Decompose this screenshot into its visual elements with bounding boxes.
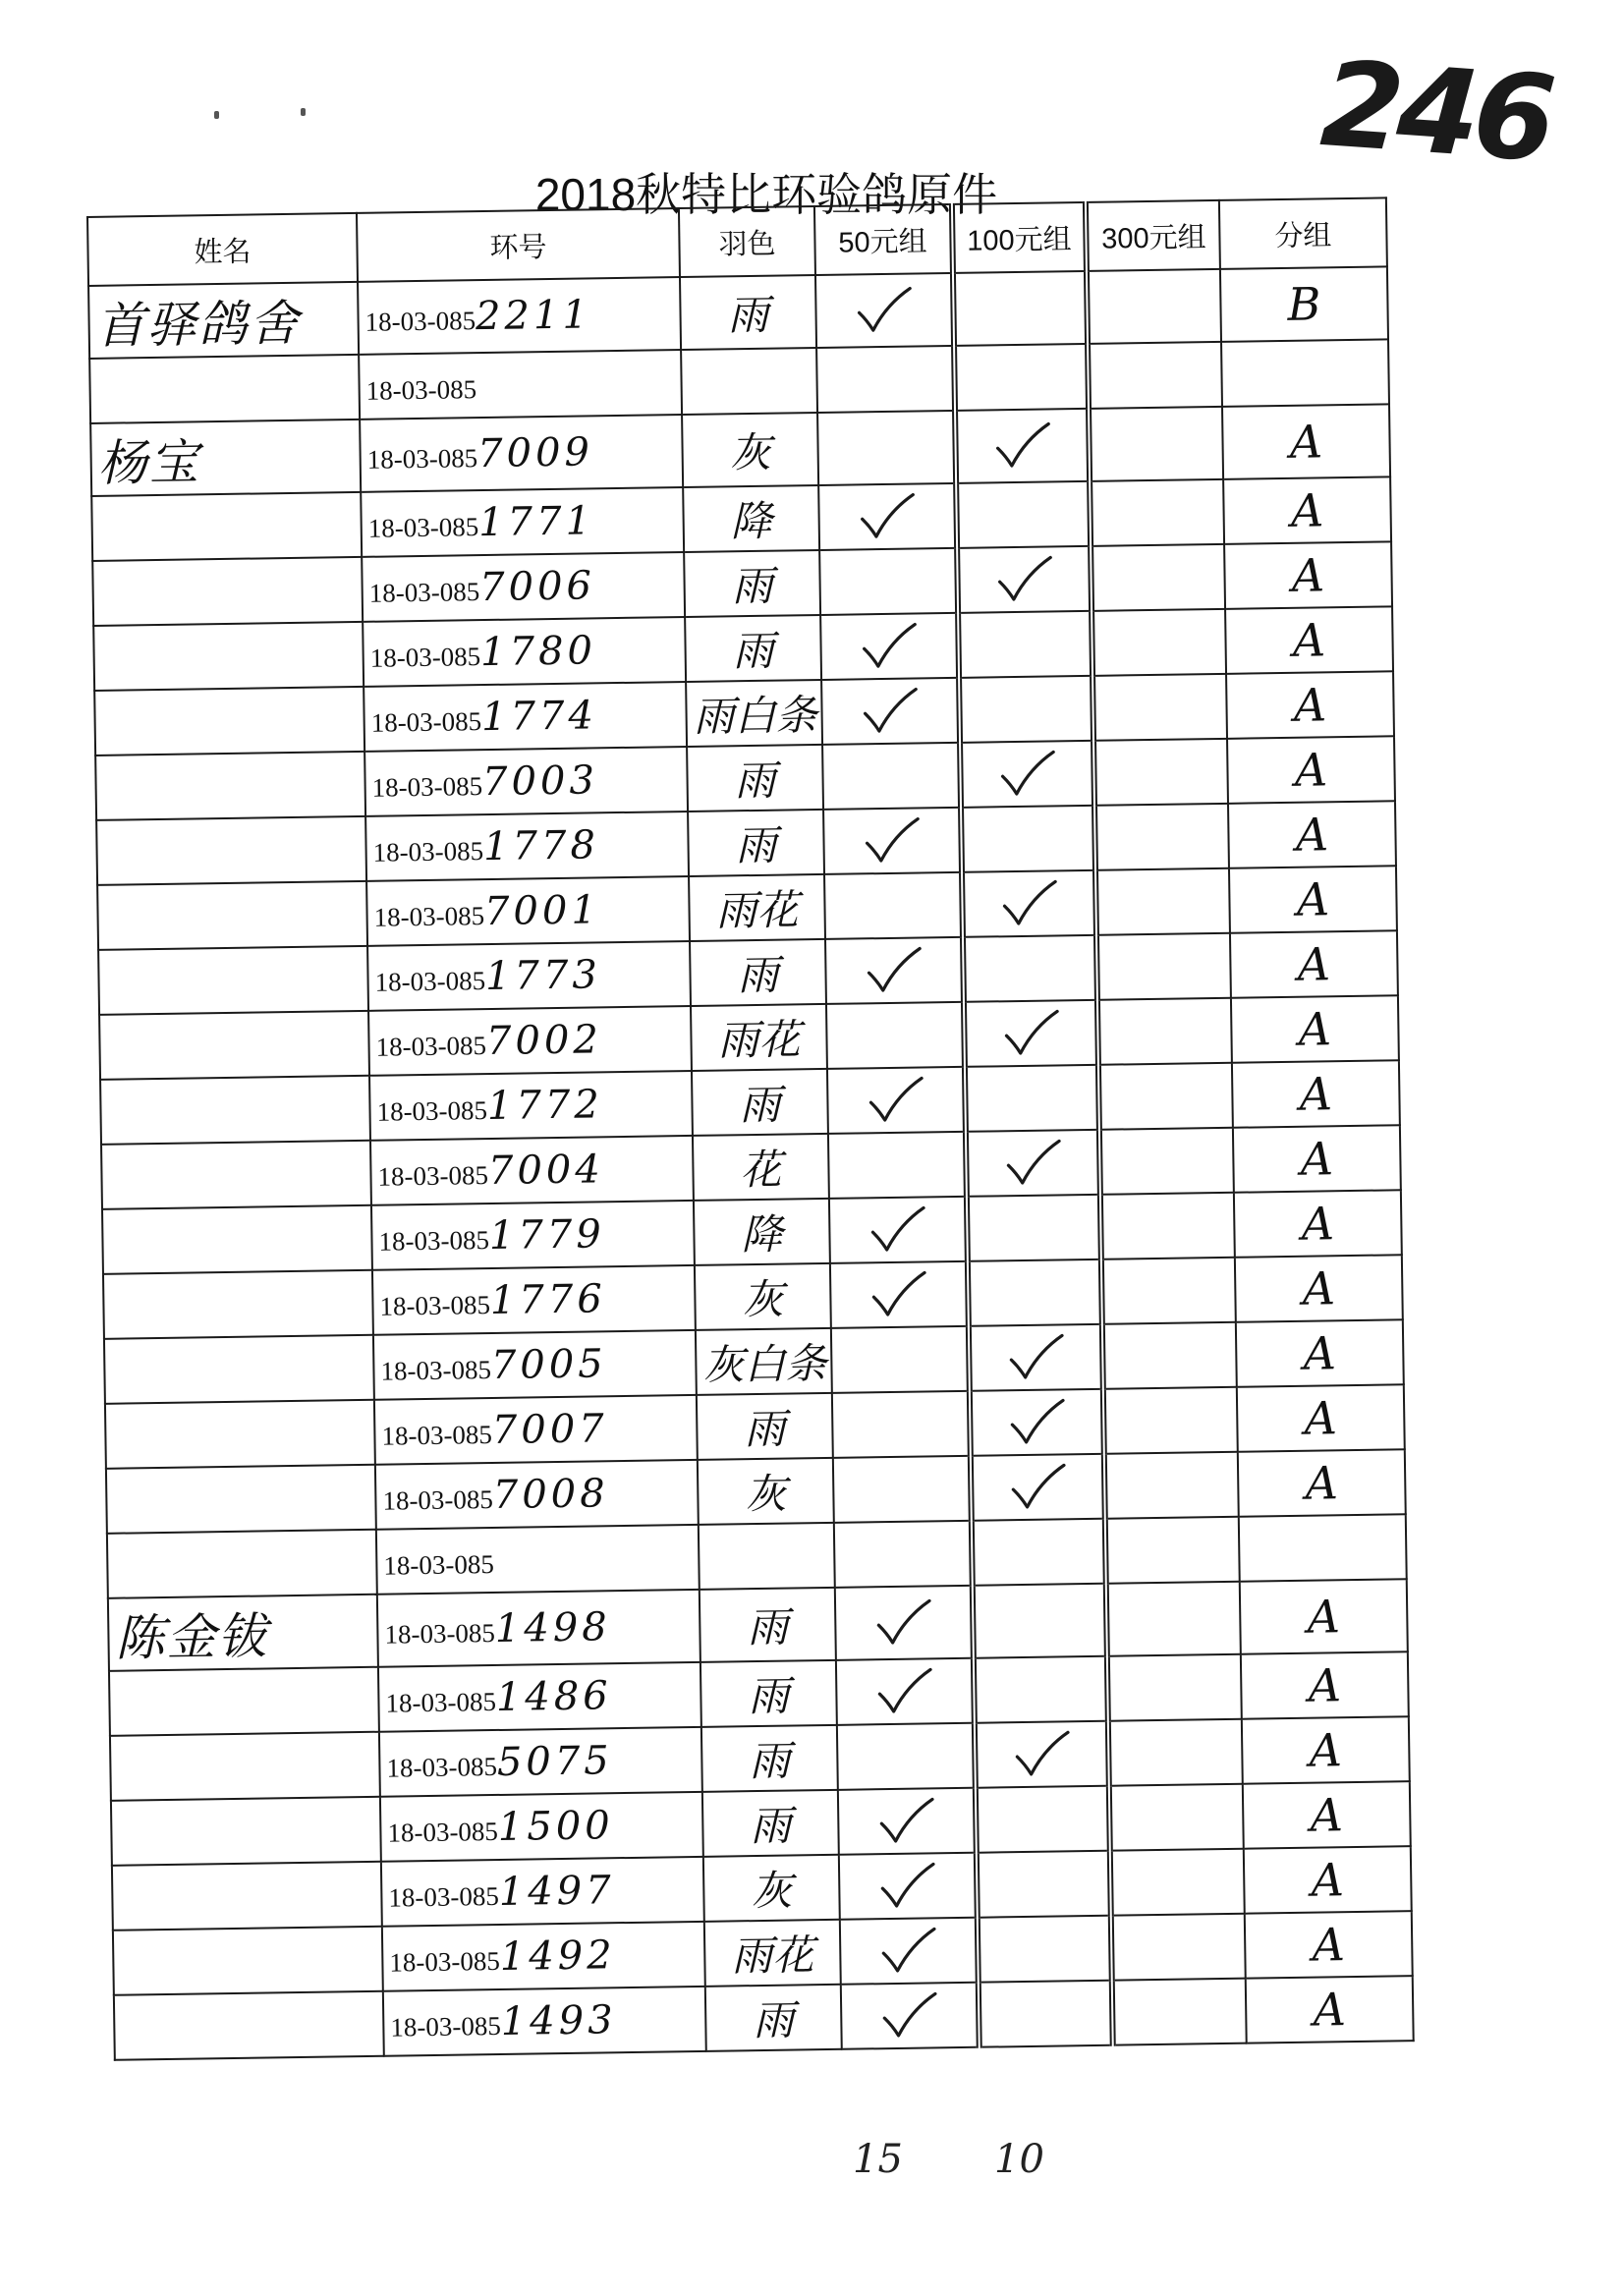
owner-name: [98, 946, 368, 1015]
ring-number: [359, 350, 682, 420]
ring-suffix: 7004: [487, 1147, 605, 1195]
owner-name: 陈金钹: [108, 1595, 378, 1671]
ring-suffix: 1774: [480, 693, 598, 741]
tick-g100: [975, 1721, 1109, 1788]
owner-name: [100, 1076, 370, 1145]
owner-name: [113, 1927, 383, 1995]
ring-prefix: 18-03-085: [384, 1617, 496, 1650]
tick-g100: [972, 1519, 1106, 1586]
tick-g100: [970, 1389, 1104, 1456]
tick-g100: [960, 741, 1094, 808]
tick-g100: [969, 1324, 1103, 1391]
owner-name: [92, 557, 363, 626]
tick-g50: [820, 613, 959, 680]
feather-color: 雨: [697, 1393, 833, 1460]
owner-name: 杨宝: [90, 420, 361, 496]
feather-color: 雨: [702, 1790, 839, 1857]
ring-suffix: 1771: [477, 498, 595, 546]
tick-g100: [976, 1786, 1110, 1853]
feather-color: [699, 1523, 835, 1590]
tick-g300: [1087, 269, 1221, 344]
ring-suffix: 7009: [476, 429, 594, 477]
ring-number: [381, 1857, 704, 1927]
owner-name: [99, 1011, 369, 1080]
check-mark-icon: [996, 748, 1058, 800]
feather-color: 灰: [682, 413, 818, 487]
ring-prefix: 18-03-085: [381, 1420, 493, 1451]
ring-prefix: 18-03-085: [371, 771, 483, 803]
tick-g50: [839, 1853, 978, 1920]
tick-g50: [822, 743, 961, 810]
ring-number: [376, 1525, 700, 1595]
ring-number: [373, 1330, 697, 1400]
ring-prefix: 18-03-085: [387, 1816, 499, 1848]
owner-name: [102, 1205, 372, 1274]
check-mark-icon: [878, 1989, 940, 2042]
owner-name: [101, 1141, 371, 1209]
feather-color: 雨花: [704, 1920, 841, 1987]
tick-g100: [955, 409, 1090, 483]
ring-prefix: 18-03-085: [389, 1945, 501, 1978]
group-letter: A: [1229, 866, 1397, 933]
ring-prefix: 18-03-085: [390, 2010, 502, 2043]
header-group: 分组: [1219, 197, 1387, 269]
tick-g300: [1097, 998, 1232, 1065]
check-mark-icon: [867, 1203, 928, 1256]
ring-suffix: 1493: [500, 1997, 617, 2044]
owner-name: [105, 1400, 375, 1469]
tick-g300: [1096, 933, 1231, 1000]
group-letter: A: [1241, 1651, 1409, 1719]
header-g50: 50元组: [814, 204, 953, 275]
tick-g100: [957, 546, 1092, 613]
feather-color: 雨: [688, 810, 824, 876]
owner-name: [104, 1335, 374, 1404]
ring-number: [379, 1727, 702, 1797]
ring-suffix: 7002: [485, 1017, 603, 1065]
ring-number: [370, 1136, 694, 1205]
ring-prefix: 18-03-085: [365, 374, 477, 406]
tick-g300: [1099, 1128, 1234, 1195]
tick-g300: [1090, 479, 1224, 546]
ring-number: [374, 1395, 698, 1465]
tick-g100: [973, 1584, 1107, 1658]
records-body: [88, 266, 1414, 2059]
tick-g50: [816, 346, 955, 413]
ring-suffix: 1778: [482, 822, 600, 870]
ring-number: [360, 415, 683, 492]
ring-prefix: 18-03-085: [380, 1355, 492, 1386]
ring-suffix: 1773: [484, 952, 602, 1000]
tick-g100: [979, 1981, 1113, 2047]
page-number: 246: [1316, 36, 1555, 189]
tick-g300: [1088, 342, 1222, 409]
tick-g100: [966, 1130, 1100, 1197]
tick-g300: [1109, 1784, 1244, 1851]
group-letter: A: [1242, 1716, 1410, 1784]
ring-number: [361, 487, 684, 557]
group-letter: A: [1243, 1781, 1411, 1849]
tally-g50: 15: [853, 2137, 903, 2182]
group-letter: A: [1244, 1846, 1412, 1914]
tick-g300: [1108, 1719, 1243, 1786]
ring-number: [365, 812, 689, 881]
owner-name: [114, 1991, 384, 2060]
header-name: 姓名: [87, 213, 358, 286]
tick-g50: [827, 1067, 966, 1134]
tally-g100: 10: [994, 2137, 1044, 2182]
check-mark-icon: [1005, 1331, 1067, 1383]
ring-suffix: 7005: [490, 1341, 608, 1389]
check-mark-icon: [865, 1074, 926, 1126]
ring-prefix: 18-03-085: [373, 901, 485, 932]
feather-color: 灰: [703, 1855, 840, 1922]
ring-number: [366, 876, 690, 946]
check-mark-icon: [1002, 1137, 1064, 1189]
scan-speck: [301, 108, 306, 116]
scan-speck: [214, 111, 219, 119]
check-mark-icon: [1006, 1396, 1068, 1448]
ring-suffix: 1497: [498, 1868, 615, 1915]
tick-g100: [965, 1065, 1099, 1132]
ring-prefix: 18-03-085: [367, 512, 479, 543]
ring-prefix: 18-03-085: [375, 1031, 487, 1062]
tick-g300: [1092, 609, 1226, 676]
tick-g50: [831, 1326, 970, 1393]
tick-g50: [829, 1197, 968, 1263]
feather-color: [681, 348, 817, 415]
ring-suffix: 1492: [499, 1932, 616, 1980]
tick-g300: [1092, 674, 1227, 741]
ring-prefix: 18-03-085: [376, 1095, 488, 1127]
tick-g50: [841, 1983, 980, 2049]
owner-name: [111, 1797, 381, 1866]
ring-number: [368, 1006, 692, 1076]
group-letter: A: [1233, 1125, 1401, 1193]
check-mark-icon: [853, 285, 915, 337]
tick-g100: [978, 1916, 1112, 1983]
group-letter: [1239, 1514, 1407, 1582]
ring-suffix: 1500: [497, 1803, 614, 1850]
tick-g50: [821, 678, 960, 745]
check-mark-icon: [859, 685, 921, 737]
ring-suffix: 1776: [489, 1276, 607, 1324]
feather-color: 雨: [690, 939, 826, 1006]
ring-prefix: 18-03-085: [369, 642, 481, 673]
tick-g300: [1104, 1452, 1239, 1519]
tick-g100: [963, 935, 1097, 1002]
group-letter: A: [1235, 1255, 1403, 1322]
record-sheet: [86, 196, 1415, 2060]
tick-g50: [835, 1586, 974, 1660]
owner-name: [110, 1732, 380, 1801]
tick-g50: [837, 1723, 976, 1790]
check-mark-icon: [991, 420, 1053, 472]
feather-color: 灰: [695, 1263, 831, 1330]
ring-prefix: 18-03-085: [382, 1484, 494, 1516]
group-letter: A: [1223, 476, 1391, 544]
ring-prefix: 18-03-085: [366, 443, 478, 475]
owner-name: [95, 752, 365, 820]
tick-g100: [974, 1656, 1108, 1723]
ring-number: [363, 617, 686, 687]
owner-name: [103, 1270, 373, 1339]
ring-number: [369, 1071, 693, 1141]
feather-color: 雨: [700, 1660, 837, 1727]
check-mark-icon: [1011, 1728, 1073, 1780]
tick-g300: [1105, 1517, 1240, 1584]
tick-g300: [1103, 1387, 1238, 1454]
tick-g100: [964, 1000, 1098, 1067]
ring-suffix: 7001: [483, 887, 601, 935]
tick-g50: [830, 1261, 969, 1328]
tick-g50: [832, 1391, 971, 1458]
tick-g100: [968, 1259, 1102, 1326]
owner-name: 首驿鸽舍: [88, 282, 359, 359]
records-table: [86, 196, 1415, 2060]
tick-g50: [824, 872, 963, 939]
check-mark-icon: [863, 944, 924, 996]
ring-number: [358, 277, 681, 355]
check-mark-icon: [1007, 1461, 1069, 1513]
tick-g50: [815, 273, 954, 348]
ring-number: [367, 941, 691, 1011]
group-letter: A: [1238, 1449, 1406, 1517]
group-letter: A: [1240, 1579, 1408, 1654]
header-color: 羽色: [679, 206, 815, 277]
tick-g50: [825, 937, 964, 1004]
group-letter: A: [1231, 995, 1399, 1063]
check-mark-icon: [1000, 1007, 1062, 1059]
tick-g300: [1091, 544, 1225, 611]
tick-g100: [967, 1195, 1101, 1261]
check-mark-icon: [873, 1665, 935, 1717]
ring-number: [377, 1590, 700, 1667]
tick-g100: [962, 870, 1096, 937]
tick-g100: [959, 676, 1093, 743]
tick-g50: [826, 1002, 965, 1069]
check-mark-icon: [998, 877, 1060, 929]
ring-suffix: 1772: [486, 1082, 604, 1130]
ring-number: [372, 1265, 696, 1335]
document-title: 2018秋特比环验鸽原件: [534, 169, 998, 220]
tick-g100: [956, 481, 1091, 548]
ring-prefix: 18-03-085: [388, 1880, 500, 1913]
ring-prefix: 18-03-085: [374, 966, 486, 997]
feather-color: 雨: [701, 1725, 838, 1792]
tick-g100: [971, 1454, 1105, 1521]
check-mark-icon: [993, 553, 1055, 605]
tick-g300: [1101, 1258, 1236, 1324]
tick-g50: [834, 1521, 973, 1588]
feather-color: 雨: [700, 1588, 836, 1662]
owner-name: [93, 622, 364, 691]
owner-name: [106, 1465, 376, 1534]
tick-g100: [954, 344, 1089, 411]
ring-suffix: 5075: [496, 1738, 614, 1785]
check-mark-icon: [868, 1268, 929, 1320]
group-letter: A: [1222, 404, 1390, 479]
ring-prefix: 18-03-085: [386, 1751, 498, 1783]
ring-suffix: 1486: [495, 1673, 613, 1720]
owner-name: [109, 1667, 379, 1736]
tick-g300: [1111, 1914, 1246, 1981]
feather-color: 雨: [687, 745, 823, 812]
ring-prefix: 18-03-085: [368, 577, 480, 608]
ring-prefix: 18-03-085: [364, 306, 476, 337]
check-mark-icon: [877, 1925, 939, 1977]
feather-color: 降: [694, 1199, 830, 1265]
group-letter: A: [1237, 1384, 1405, 1452]
check-mark-icon: [861, 814, 923, 867]
check-mark-icon: [876, 1860, 938, 1912]
owner-name: [94, 687, 364, 756]
ring-suffix: 7008: [492, 1471, 609, 1519]
tick-g300: [1093, 739, 1228, 806]
feather-color: 雨: [680, 275, 816, 350]
ring-prefix: 18-03-085: [372, 836, 484, 868]
feather-color: 灰白条: [696, 1328, 832, 1395]
group-letter: A: [1228, 801, 1396, 868]
tick-g50: [836, 1658, 975, 1725]
tick-g300: [1100, 1193, 1235, 1259]
tick-g300: [1095, 868, 1230, 935]
tick-g50: [828, 1132, 967, 1199]
feather-color: 雨: [684, 550, 820, 617]
ring-number: [378, 1662, 701, 1732]
ring-prefix: 18-03-085: [379, 1290, 491, 1321]
ring-prefix: 18-03-085: [377, 1160, 489, 1192]
feather-color: 降: [683, 485, 819, 552]
ring-suffix: 2211: [475, 292, 592, 340]
feather-color: 雨花: [689, 874, 825, 941]
check-mark-icon: [875, 1795, 937, 1847]
owner-name: [97, 881, 367, 950]
tick-g300: [1106, 1582, 1241, 1656]
group-letter: A: [1226, 671, 1394, 739]
group-letter: A: [1224, 541, 1392, 609]
feather-color: 雨: [705, 1985, 842, 2051]
group-letter: A: [1225, 606, 1393, 674]
group-letter: B: [1220, 266, 1388, 342]
header-g300: 300元组: [1086, 200, 1220, 271]
ring-number: [362, 552, 685, 622]
tick-g300: [1098, 1063, 1233, 1130]
group-letter: A: [1227, 736, 1395, 804]
feather-color: 雨: [692, 1069, 828, 1136]
ring-number: [382, 1922, 705, 1991]
ring-suffix: 7003: [481, 757, 599, 806]
tick-g300: [1094, 804, 1229, 870]
tick-g300: [1110, 1849, 1245, 1916]
feather-color: 雨: [685, 615, 821, 682]
ring-prefix: 18-03-085: [383, 1548, 495, 1581]
feather-color: 雨花: [691, 1004, 827, 1071]
tick-g50: [818, 483, 957, 550]
group-letter: A: [1246, 1976, 1414, 2043]
tick-g100: [977, 1851, 1111, 1918]
tick-g100: [953, 271, 1088, 346]
owner-name: [89, 355, 360, 423]
ring-number: [383, 1987, 706, 2056]
owner-name: [107, 1530, 377, 1598]
ring-suffix: 1779: [488, 1211, 606, 1259]
ring-number: [371, 1201, 695, 1270]
ring-suffix: 1780: [479, 628, 597, 676]
tick-g300: [1107, 1654, 1242, 1721]
group-letter: A: [1245, 1911, 1413, 1979]
tick-g50: [838, 1788, 977, 1855]
owner-name: [91, 492, 362, 561]
group-letter: [1221, 339, 1389, 407]
tick-g50: [817, 411, 956, 485]
check-mark-icon: [872, 1596, 934, 1649]
feather-color: 灰: [698, 1458, 834, 1525]
tick-g50: [840, 1918, 979, 1985]
tick-g50: [819, 548, 958, 615]
owner-name: [112, 1862, 382, 1931]
tick-g50: [833, 1456, 972, 1523]
group-letter: A: [1234, 1190, 1402, 1258]
feather-color: 雨白条: [686, 680, 822, 747]
tick-g100: [958, 611, 1092, 678]
ring-prefix: 18-03-085: [378, 1225, 490, 1257]
ring-number: [380, 1792, 703, 1862]
tick-g300: [1112, 1979, 1247, 2045]
check-mark-icon: [856, 490, 918, 542]
ring-suffix: 7007: [491, 1406, 608, 1454]
header-ring: 环号: [357, 208, 680, 282]
tick-g300: [1102, 1322, 1237, 1389]
tick-g300: [1089, 407, 1223, 481]
ring-suffix: 7006: [478, 563, 596, 611]
ring-prefix: 18-03-085: [385, 1686, 497, 1718]
tick-g50: [823, 808, 962, 874]
group-letter: A: [1232, 1060, 1400, 1128]
owner-name: [96, 816, 366, 885]
group-letter: A: [1236, 1319, 1404, 1387]
header-g100: 100元组: [952, 202, 1087, 273]
ring-number: [364, 682, 687, 752]
ring-suffix: 1498: [494, 1604, 611, 1651]
feather-color: 花: [693, 1134, 829, 1201]
tick-g100: [961, 806, 1095, 872]
check-mark-icon: [858, 620, 920, 672]
ring-prefix: 18-03-085: [370, 706, 482, 738]
group-letter: A: [1230, 930, 1398, 998]
ring-number: [364, 747, 688, 816]
ring-number: [375, 1460, 699, 1530]
